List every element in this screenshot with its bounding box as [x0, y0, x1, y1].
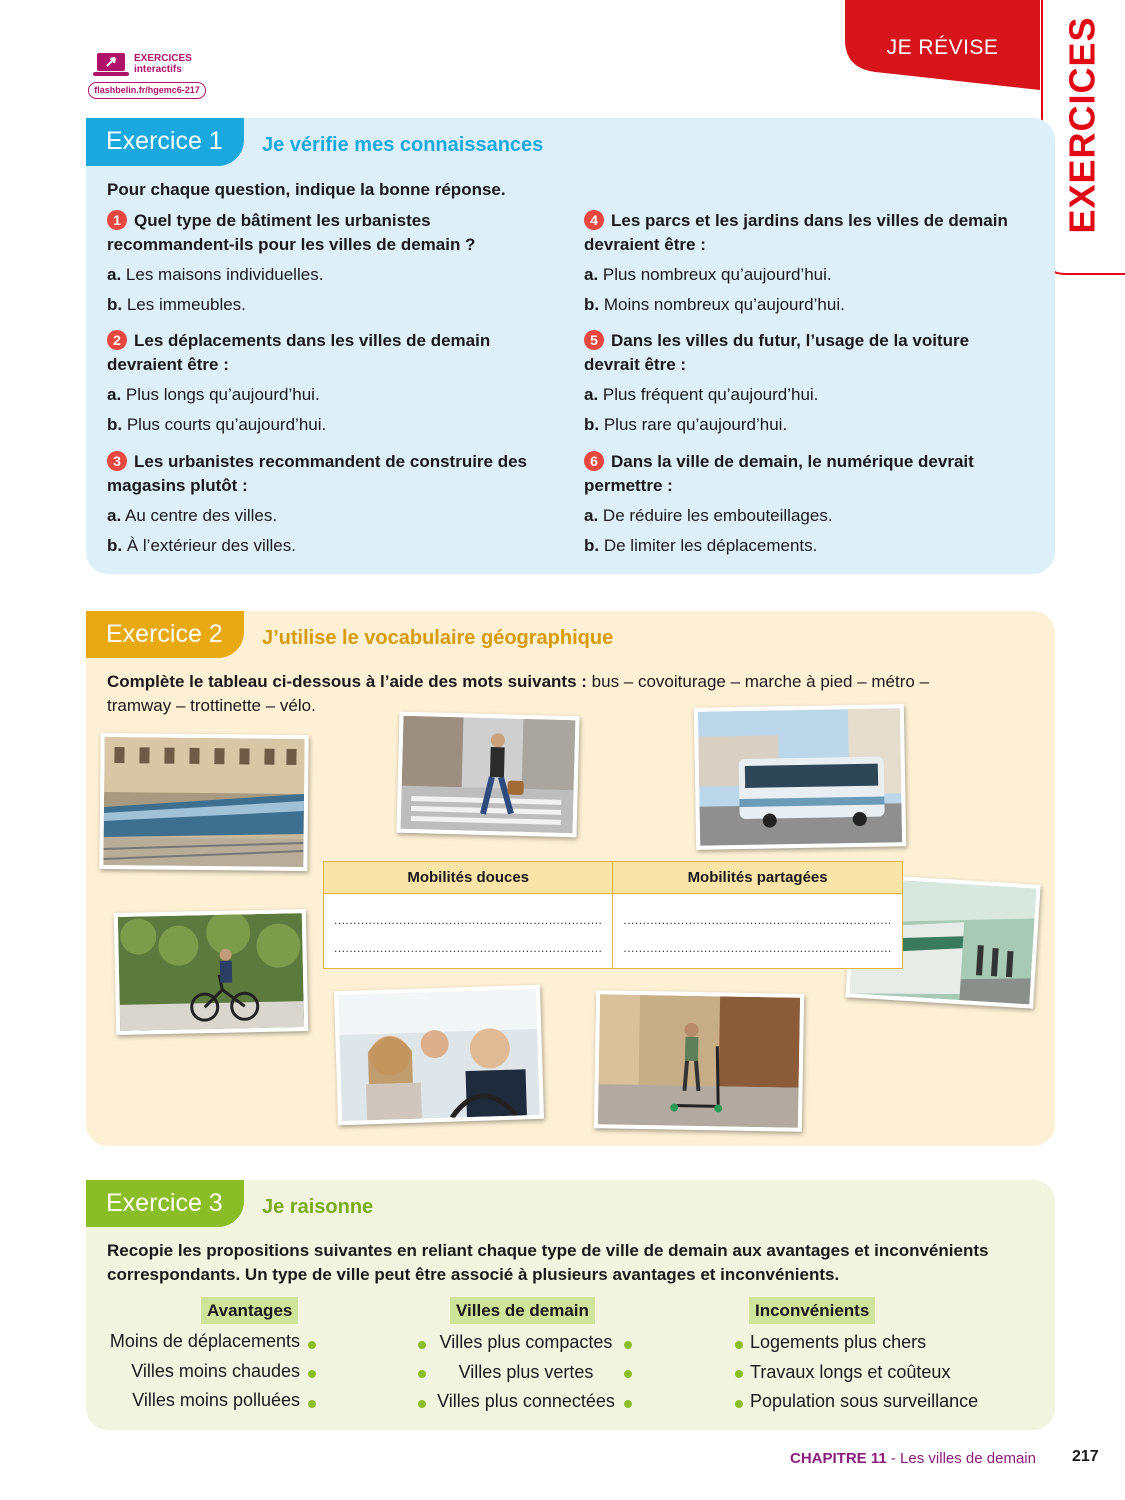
exercise-2-heading: J’utilise le vocabulaire géographique — [262, 627, 614, 649]
instruction-bold: Complète le tableau ci-dessous à l’aide des mots suivants : — [107, 672, 587, 691]
table-cell-shared-mobility[interactable] — [613, 894, 902, 969]
advantage-item: Villes moins polluées — [132, 1390, 300, 1410]
question-text: Quel type de bâtiment les urbanistes recommandent-ils pour les villes de demain ? — [107, 211, 476, 254]
exercise-3-panel — [86, 1180, 1055, 1430]
option-text: Plus courts qu’aujourd’hui. — [126, 415, 327, 434]
connector-dot[interactable] — [624, 1341, 632, 1349]
bike-photo — [114, 909, 309, 1035]
question-4 — [584, 209, 1014, 317]
logo-title-line2: interactifs — [134, 64, 182, 75]
option-letter: a. — [107, 265, 122, 284]
option-letter: a. — [584, 385, 599, 404]
option-letter: b. — [107, 415, 123, 434]
mobility-table — [323, 861, 903, 969]
option-letter: b. — [584, 536, 600, 555]
exercices-side-text: EXERCICES — [1061, 16, 1103, 234]
option-letter: a. — [584, 506, 599, 525]
city-type-item: Villes plus compactes — [439, 1332, 613, 1352]
exercise-3-tag: Exercice 3 — [86, 1180, 244, 1227]
option-text: Plus rare qu’aujourd’hui. — [603, 415, 788, 434]
je-revise-label: JE RÉVISE — [886, 36, 999, 59]
chapter-footer — [790, 1449, 1036, 1469]
exercise-1-instruction: Pour chaque question, indique la bonne réponse. — [107, 180, 506, 199]
answer-option-a[interactable] — [107, 383, 537, 407]
answer-option-b[interactable] — [107, 413, 537, 437]
exercise-3-heading: Je raisonne — [262, 1196, 374, 1218]
interactive-exercises-link[interactable] — [88, 48, 228, 104]
exercise-1-panel — [86, 118, 1055, 574]
city-type-item: Villes plus connectées — [437, 1391, 615, 1411]
logo-url[interactable]: flashbelin.fr/hgemc6-217 — [88, 82, 206, 99]
option-letter: b. — [584, 415, 600, 434]
connector-dot[interactable] — [308, 1400, 316, 1408]
exercise-1-heading: Je vérifie mes connaissances — [262, 134, 544, 156]
column-header-drawbacks: Inconvénients — [749, 1297, 875, 1324]
instruction-line2: correspondants. Un type de ville peut être associé à plusieurs avantages et inconvénients. — [107, 1265, 840, 1284]
exercise-1-tag: Exercice 1 — [86, 118, 244, 166]
walking-photo — [396, 712, 579, 838]
question-number-badge: 6 — [584, 451, 604, 471]
connector-dot[interactable] — [624, 1370, 632, 1378]
option-text: Plus longs qu’aujourd’hui. — [125, 385, 320, 404]
answer-option-b[interactable] — [584, 534, 1014, 558]
question-5 — [584, 329, 1014, 437]
option-text: Au centre des villes. — [124, 506, 278, 525]
option-letter: b. — [107, 295, 123, 314]
option-letter: b. — [107, 536, 123, 555]
option-text: Les immeubles. — [126, 295, 246, 314]
question-text: Les urbanistes recommandent de construire des magasins plutôt : — [107, 452, 528, 495]
question-number-badge: 5 — [584, 330, 604, 350]
advantage-item: Moins de déplacements — [109, 1331, 300, 1351]
option-letter: b. — [584, 295, 600, 314]
question-2 — [107, 329, 537, 437]
question-1 — [107, 209, 537, 317]
connector-dot[interactable] — [418, 1341, 426, 1349]
answer-line: ...................................................................... — [623, 913, 892, 927]
advantage-item: Villes moins chaudes — [131, 1361, 300, 1381]
connector-dot[interactable] — [418, 1400, 426, 1408]
answer-option-a[interactable] — [584, 383, 1014, 407]
logo-title — [134, 53, 192, 75]
answer-option-a[interactable] — [107, 263, 537, 287]
option-text: Moins nombreux qu’aujourd’hui. — [603, 295, 845, 314]
scooter-photo — [594, 990, 804, 1132]
exercise-2-tag: Exercice 2 — [86, 611, 244, 658]
question-number-badge: 3 — [107, 451, 127, 471]
connector-dot[interactable] — [735, 1370, 743, 1378]
footer-separator: - — [886, 1450, 901, 1467]
answer-line: ...................................................................... — [334, 913, 603, 927]
option-text: Plus fréquent qu’aujourd’hui. — [602, 385, 819, 404]
chapter-topic: Les villes de demain — [900, 1450, 1036, 1467]
bus-photo — [694, 704, 906, 850]
option-text: De réduire les embouteillages. — [602, 506, 833, 525]
question-6 — [584, 450, 1014, 558]
answer-option-b[interactable] — [107, 293, 537, 317]
question-3 — [107, 450, 537, 558]
answer-line: ...................................................................... — [623, 941, 892, 955]
table-header-shared-mobility: Mobilités partagées — [613, 862, 902, 894]
drawback-item: Logements plus chers — [750, 1332, 927, 1352]
exercise-3-instruction — [107, 1239, 988, 1287]
connector-dot[interactable] — [308, 1370, 316, 1378]
city-type-item: Villes plus vertes — [458, 1362, 594, 1382]
option-letter: a. — [107, 385, 122, 404]
question-text: Dans la ville de demain, le numérique devrait permettre : — [584, 452, 974, 495]
answer-option-a[interactable] — [107, 504, 537, 528]
answer-option-b[interactable] — [584, 293, 1014, 317]
option-text: Les maisons individuelles. — [125, 265, 324, 284]
question-text: Les déplacements dans les villes de demain devraient être : — [107, 331, 491, 374]
question-number-badge: 4 — [584, 210, 604, 230]
question-text: Les parcs et les jardins dans les villes de demain devraient être : — [584, 211, 1008, 254]
question-text: Dans les villes du futur, l’usage de la voiture devrait être : — [584, 331, 970, 374]
option-letter: a. — [107, 506, 122, 525]
question-number-badge: 1 — [107, 210, 127, 230]
connector-dot[interactable] — [418, 1370, 426, 1378]
answer-line: ...................................................................... — [334, 941, 603, 955]
tramway-photo — [99, 733, 308, 871]
column-header-cities: Villes de demain — [450, 1297, 595, 1324]
drawback-item: Population sous surveillance — [750, 1391, 979, 1411]
table-header-soft-mobility: Mobilités douces — [324, 862, 613, 894]
instruction-words-line1: bus – covoiturage – marche à pied – métro – — [586, 672, 930, 691]
answer-option-a[interactable] — [584, 504, 1014, 528]
answer-option-a[interactable] — [584, 263, 1014, 287]
table-cell-soft-mobility[interactable] — [324, 894, 613, 969]
page-number: 217 — [1072, 1448, 1099, 1465]
chapter-label: CHAPITRE 11 — [790, 1450, 887, 1467]
answer-option-b[interactable] — [107, 534, 537, 558]
laptop-icon — [92, 51, 130, 79]
exercise-2-panel — [86, 611, 1055, 1146]
connector-dot[interactable] — [624, 1400, 632, 1408]
option-letter: a. — [584, 265, 599, 284]
instruction-words-line2: tramway – trottinette – vélo. — [107, 696, 316, 715]
connector-dot[interactable] — [735, 1400, 743, 1408]
carpooling-photo — [334, 985, 544, 1125]
logo-title-line1: EXERCICES — [134, 53, 192, 64]
connector-dot[interactable] — [735, 1341, 743, 1349]
option-text: À l’extérieur des villes. — [126, 536, 296, 555]
column-header-advantages: Avantages — [201, 1297, 298, 1324]
question-number-badge: 2 — [107, 330, 127, 350]
drawback-item: Travaux longs et coûteux — [750, 1362, 951, 1382]
instruction-line1: Recopie les propositions suivantes en reliant chaque type de ville de demain aux avantages et inconvénients — [107, 1241, 989, 1260]
option-text: De limiter les déplacements. — [603, 536, 818, 555]
option-text: Plus nombreux qu’aujourd’hui. — [602, 265, 832, 284]
answer-option-b[interactable] — [584, 413, 1014, 437]
connector-dot[interactable] — [308, 1341, 316, 1349]
